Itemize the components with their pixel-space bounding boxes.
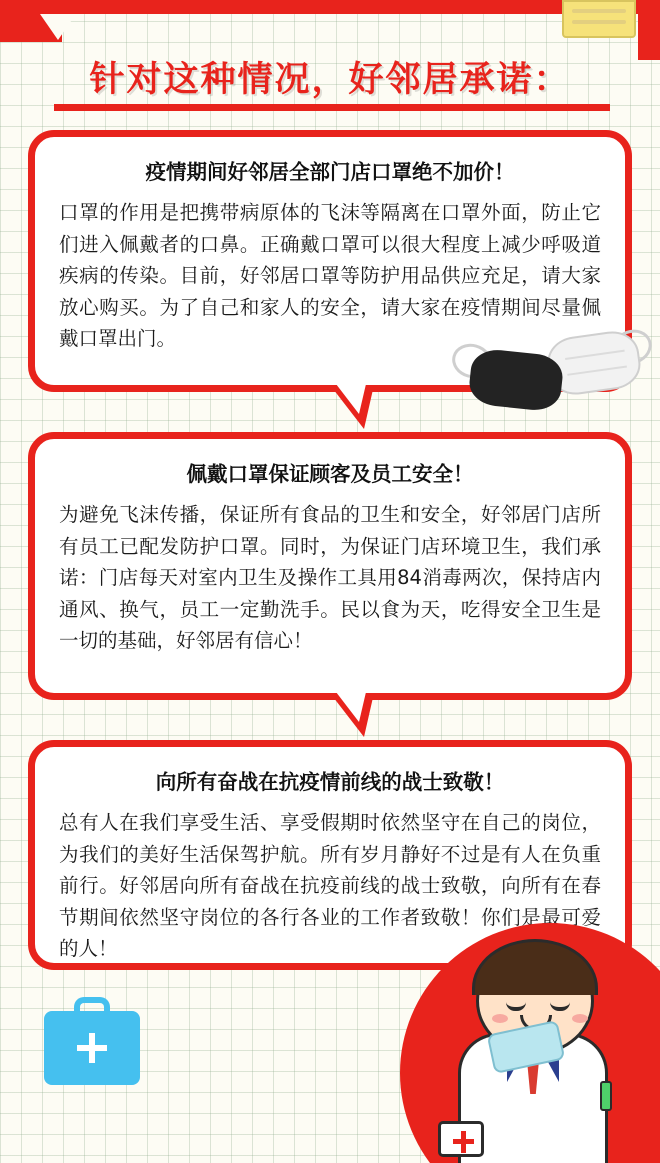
promise-card-1-body: 口罩的作用是把携带病原体的飞沫等隔离在口罩外面，防止它们进入佩戴者的口鼻。正确戴口罩可以很大程度上减少呼吸道疾病的传染。目前，好邻居口罩等防护用品供应充足，请大家放心购买。为了自己和家人的安全，请大家在疫情期间尽量佩戴口罩出门。 xyxy=(59,201,601,351)
title-underline xyxy=(54,104,610,111)
page-title: 针对这种情况，好邻居承诺： xyxy=(89,60,571,100)
frame-notch xyxy=(40,14,76,40)
face-masks-icon xyxy=(452,330,652,422)
promise-card-2 xyxy=(28,432,632,700)
doctor-cheek xyxy=(572,1014,588,1023)
promise-card-3-body: 总有人在我们享受生活、享受假期时依然坚守在自己的岗位，为我们的美好生活保驾护航。所有岁月静好不过是有人在负重前行。好邻居向所有奋战在抗疫前线的战士致敬，向所有在春节期间依然坚守岗位的各行各业的工作者致敬！你们是最可爱的人！ xyxy=(59,811,601,961)
medical-kit-handle xyxy=(74,997,110,1013)
promise-card-2-body: 为避免飞沫传播，保证所有食品的卫生和安全，好邻居门店所有员工已配发防护口罩。同时，为保证门店环境卫生，我们承诺：门店每天对室内卫生及操作工具用84消毒两次，保持店内通风、换气，员工一定勤洗手。民以食为天，吃得安全卫生是一切的基础，好邻居有信心！ xyxy=(59,503,601,653)
medical-kit-cross xyxy=(77,1045,107,1051)
doctor-character-icon xyxy=(432,923,642,1163)
promise-card-3-title: 向所有奋战在抗疫情前线的战士致敬！ xyxy=(155,770,505,794)
bubble-1-tail-inner xyxy=(336,384,366,414)
note-card-line xyxy=(572,20,626,24)
frame-right-block xyxy=(638,0,660,60)
doctor-pocket-pen xyxy=(600,1081,612,1111)
first-aid-cross xyxy=(453,1139,474,1144)
bubble-2-tail-inner xyxy=(336,692,366,722)
frame-top-bar xyxy=(0,0,660,14)
doctor-hair xyxy=(472,939,598,995)
note-card-icon xyxy=(562,0,636,38)
promise-card-2-title: 佩戴口罩保证顾客及员工安全！ xyxy=(186,462,474,486)
note-card-line xyxy=(572,9,626,13)
doctor-cheek xyxy=(492,1014,508,1023)
medical-kit-icon xyxy=(44,1011,140,1085)
doctor-first-aid-box xyxy=(438,1121,484,1157)
frame-left-block xyxy=(0,0,62,42)
promise-card-1-title: 疫情期间好邻居全部门店口罩绝不加价！ xyxy=(145,160,515,184)
